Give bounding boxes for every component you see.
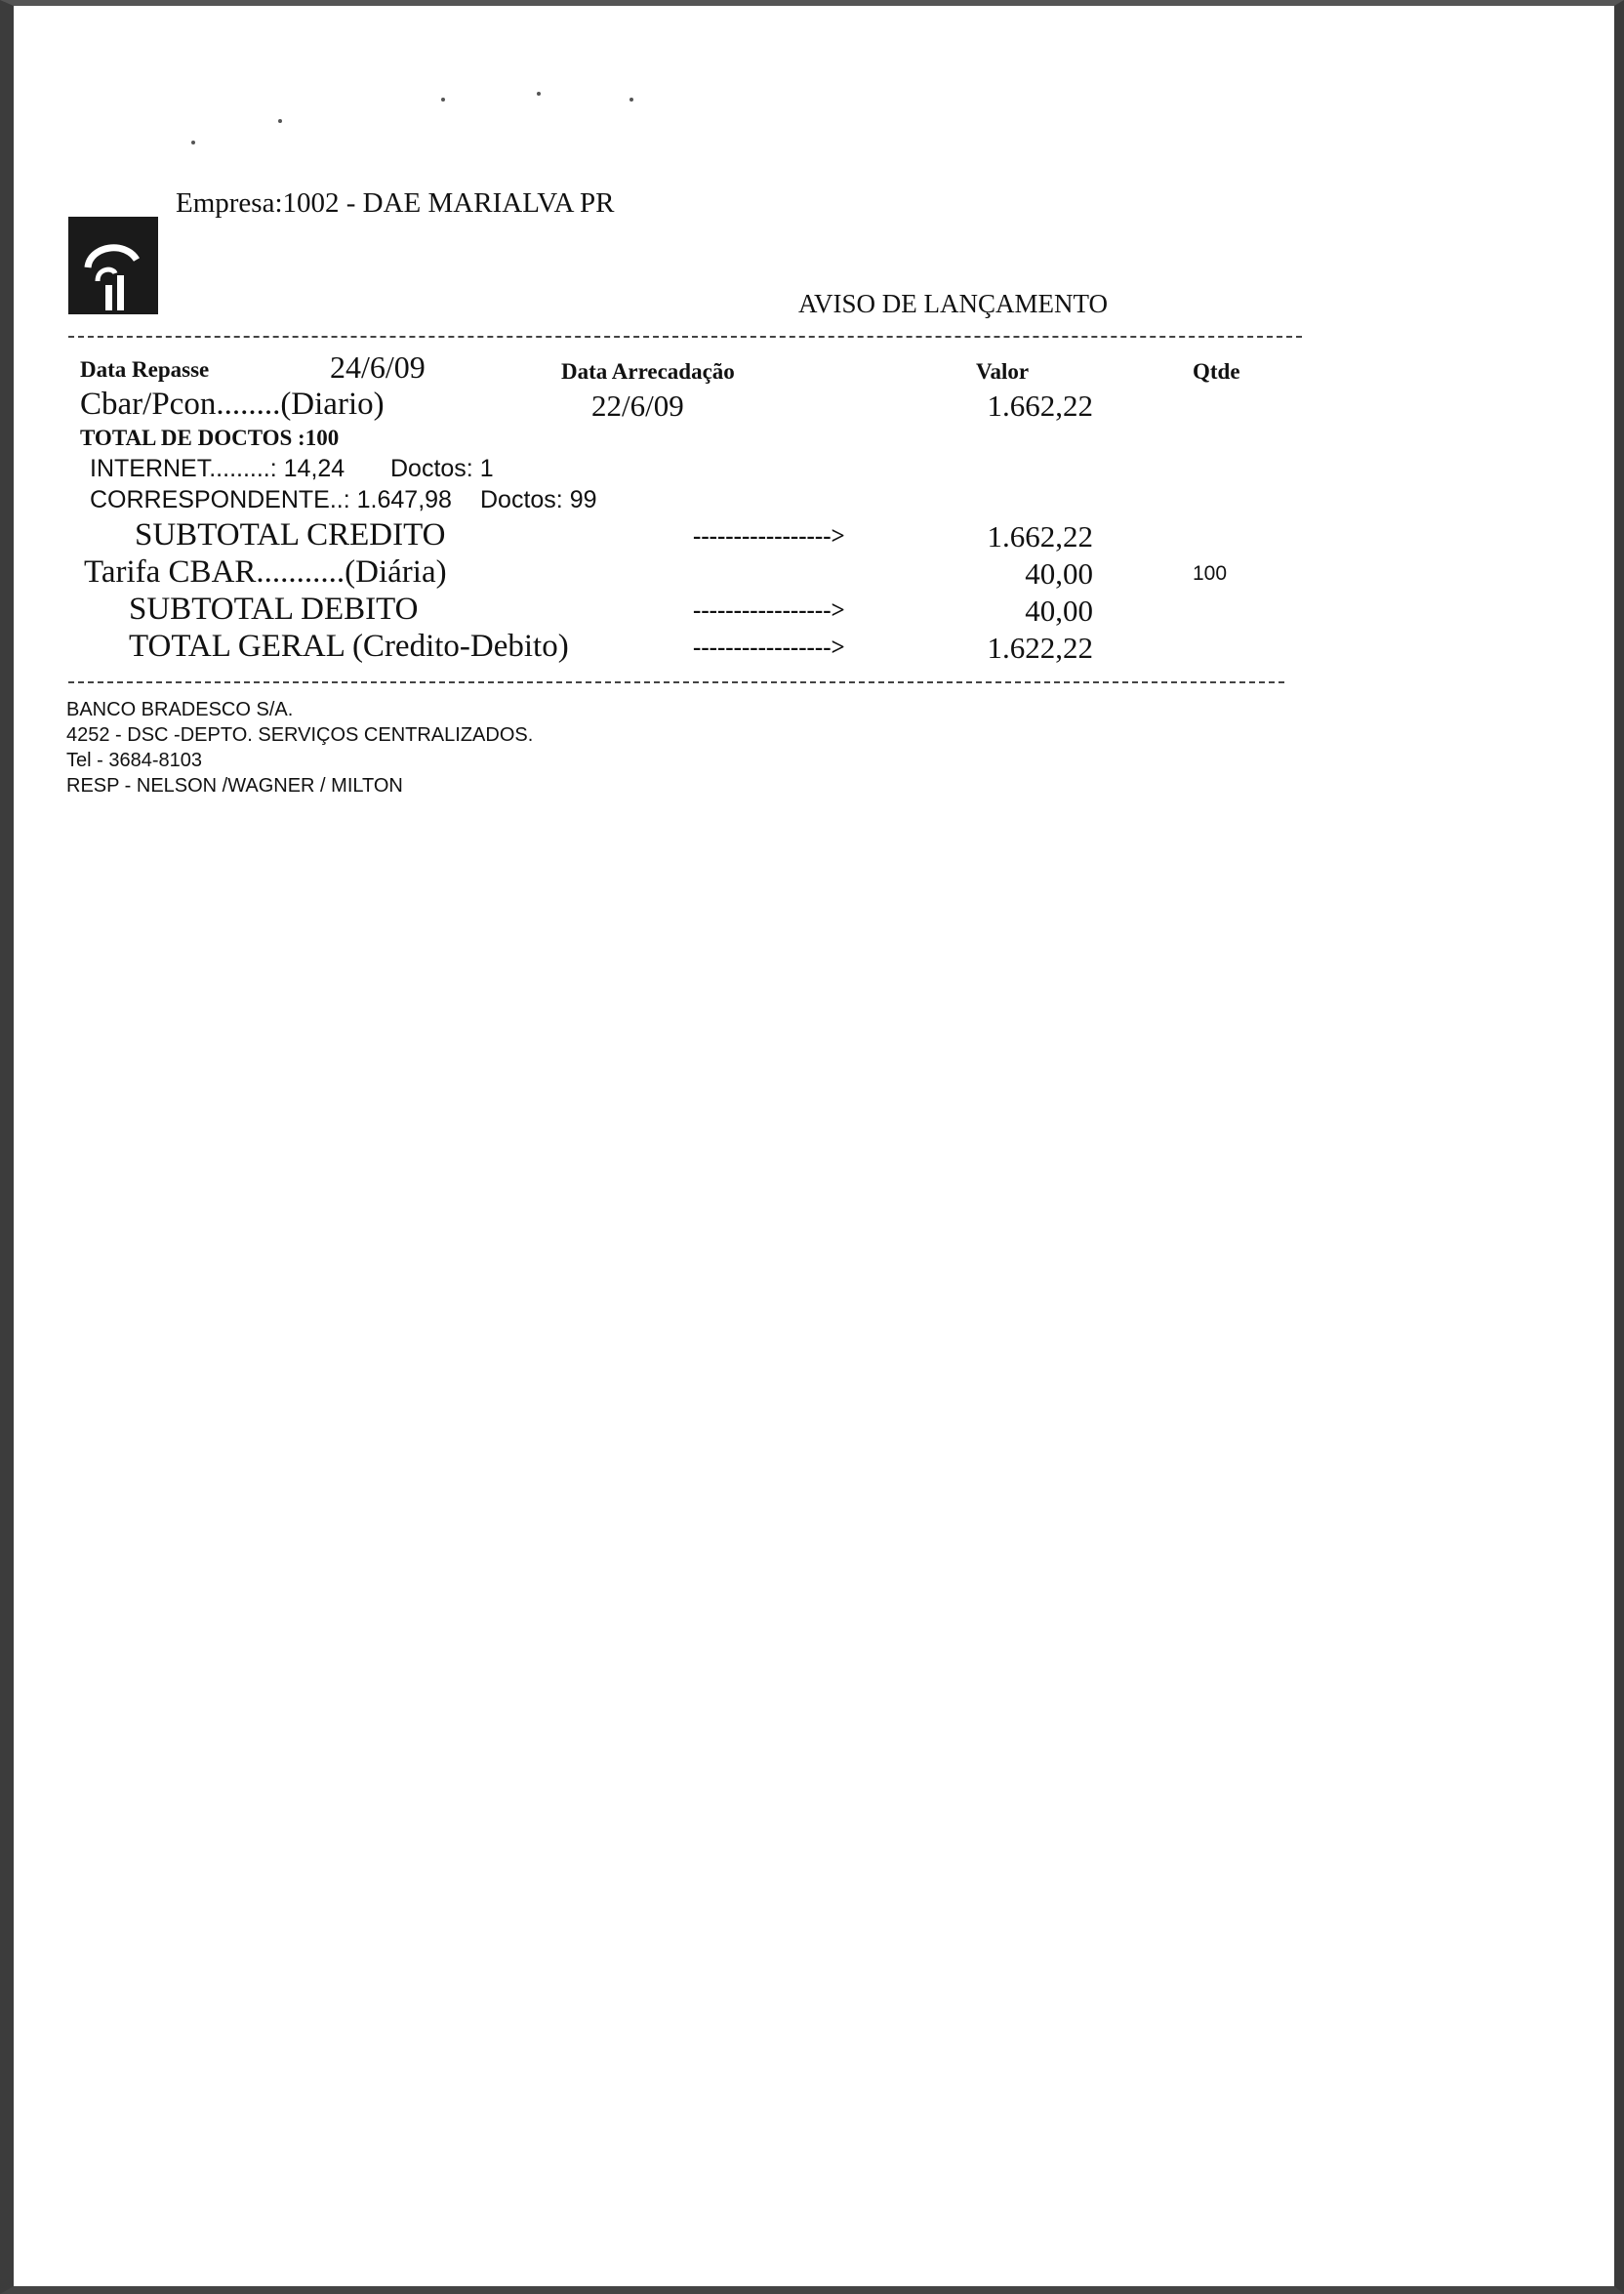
qtde-label: Qtde — [1193, 359, 1240, 384]
cbar-value: 1.662,22 — [987, 389, 1093, 423]
subtotal-credito-value: 1.662,22 — [987, 519, 1093, 553]
footer-resp: RESP - NELSON /WAGNER / MILTON — [66, 775, 403, 797]
tarifa-cbar-label: Tarifa CBAR...........(Diária) — [84, 554, 447, 590]
valor-label: Valor — [976, 359, 1030, 384]
scan-speck — [629, 98, 633, 102]
subtotal-credito-label: SUBTOTAL CREDITO — [135, 517, 446, 553]
company-name: Empresa:1002 - DAE MARIALVA PR — [176, 187, 615, 219]
tarifa-qtde: 100 — [1193, 562, 1228, 585]
document-title: AVISO DE LANÇAMENTO — [798, 289, 1109, 318]
tarifa-value: 40,00 — [1025, 556, 1093, 591]
correspondente-doctos: Doctos: 99 — [480, 486, 597, 513]
top-divider — [68, 336, 1302, 338]
bradesco-logo — [68, 217, 158, 314]
total-geral-value: 1.622,22 — [987, 631, 1093, 665]
footer-bank: BANCO BRADESCO S/A. — [66, 699, 294, 720]
data-repasse-label: Data Repasse — [80, 357, 210, 382]
internet-doctos: Doctos: 1 — [390, 455, 494, 482]
total-geral-label: TOTAL GERAL (Credito-Debito) — [129, 629, 569, 664]
correspondente-line: CORRESPONDENTE..: 1.647,98 — [90, 486, 452, 513]
cbar-pcon-label: Cbar/Pcon........(Diario) — [80, 387, 385, 422]
scan-speck — [191, 141, 195, 144]
subtotal-debito-arrow: -----------------> — [693, 597, 845, 624]
subtotal-debito-value: 40,00 — [1025, 594, 1093, 628]
scan-speck — [441, 98, 445, 102]
data-arrecadacao-label: Data Arrecadação — [561, 359, 735, 384]
total-doctos: TOTAL DE DOCTOS :100 — [80, 426, 340, 450]
footer-tel: Tel - 3684-8103 — [66, 750, 202, 771]
data-repasse-value: 24/6/09 — [330, 349, 426, 385]
scan-speck — [278, 119, 282, 123]
internet-line: INTERNET.........: 14,24 — [90, 455, 345, 482]
subtotal-debito-label: SUBTOTAL DEBITO — [129, 592, 419, 627]
cbar-date: 22/6/09 — [591, 389, 684, 423]
subtotal-credito-arrow: -----------------> — [693, 523, 845, 550]
scan-speck — [537, 92, 541, 96]
footer-dept: 4252 - DSC -DEPTO. SERVIÇOS CENTRALIZADOS. — [66, 724, 534, 746]
total-geral-arrow: -----------------> — [693, 635, 845, 661]
bottom-divider — [68, 681, 1284, 683]
